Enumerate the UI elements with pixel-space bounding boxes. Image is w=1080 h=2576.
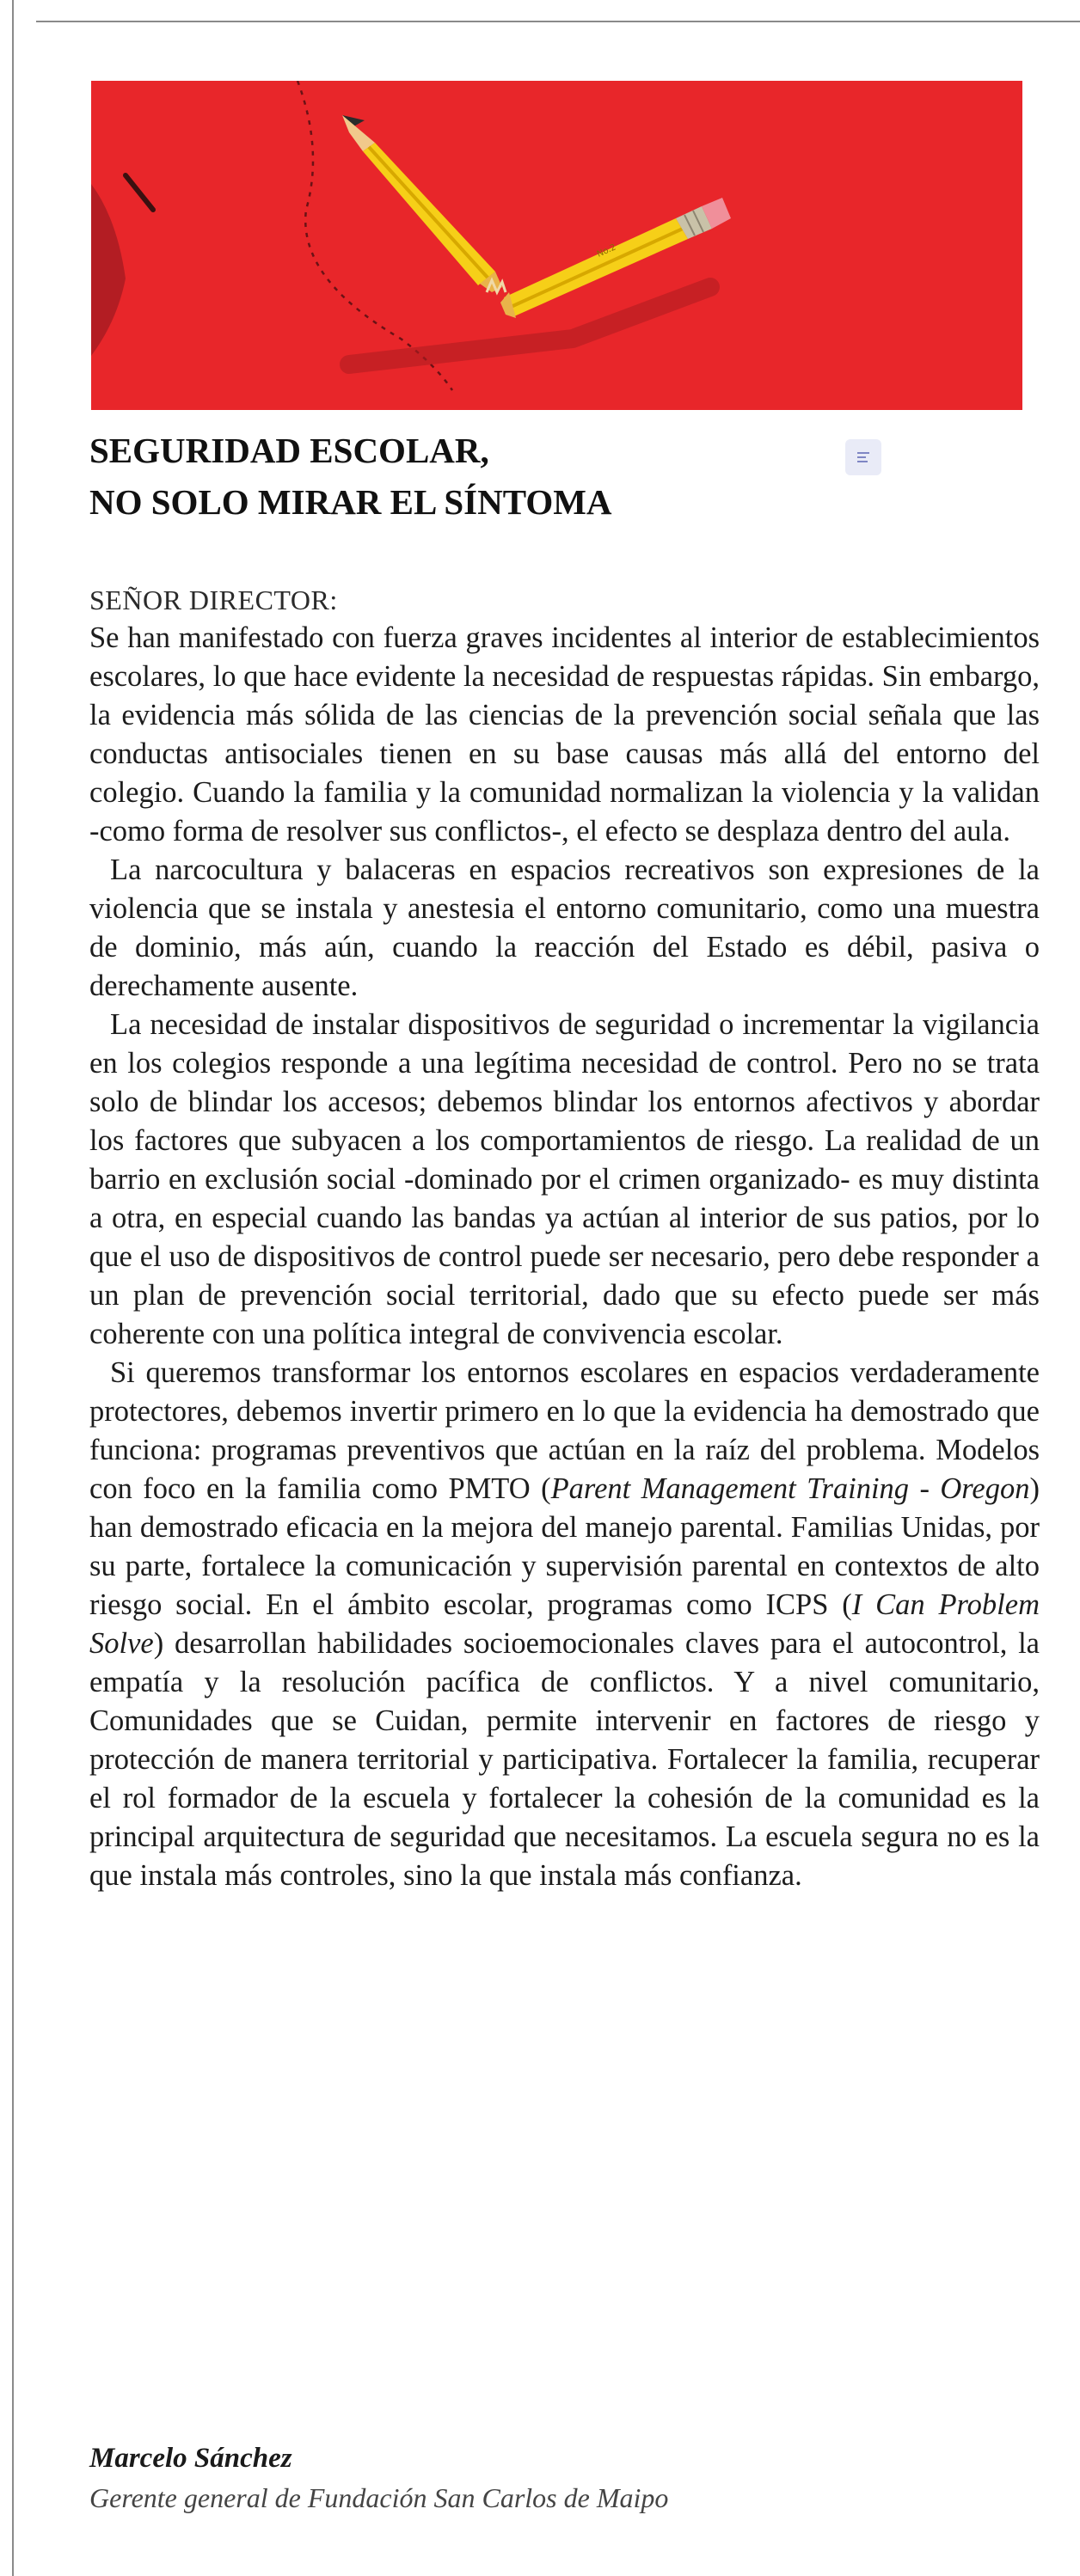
headline-line-2: NO SOLO MIRAR EL SÍNTOMA xyxy=(89,482,612,522)
author-name: Marcelo Sánchez xyxy=(89,2443,292,2474)
headline-line-1: SEGURIDAD ESCOLAR, xyxy=(89,431,489,470)
top-border-rule xyxy=(36,21,1080,22)
pmto-program-name: Parent Management Training - Oregon xyxy=(550,1472,1030,1505)
svg-text:No.2: No.2 xyxy=(595,242,618,260)
icps-program-name: I Can Problem Solve xyxy=(89,1588,1040,1660)
author-role: Gerente general de Fundación San Carlos de Maipo xyxy=(89,2482,669,2513)
paragraph-4-part-c: ) han demostrado eficacia en la mejora del manejo parental. Familias Unidas, por su parte, fortalece la comunicación y supervisión parental en contextos de alto riesgo social. En el ámbito escolar, programas como ICPS ( xyxy=(89,1472,1040,1621)
paragraph-4-part-e: ) desarrollan habilidades socioemocionales claves para el autocontrol, la empatía y la resolución pacífica de conflictos. Y a nivel comunitario, Comunidades que se Cuidan, permite intervenir en factores de riesgo y protección de manera territorial y participativa. Fortalecer la familia, recuperar el rol formador de la escuela y fortalecer la cohesión de la comunidad es la principal arquitectura de seguridad que necesitamos. La escuela segura no es la que instala más controles, sino la que instala más confianza. xyxy=(89,1627,1040,1892)
note-icon[interactable] xyxy=(845,439,881,475)
letter-body xyxy=(89,619,1040,1895)
paragraph-4 xyxy=(89,1354,1040,1895)
header-illustration xyxy=(91,81,1022,410)
broken-pencil-icon xyxy=(91,81,1022,410)
left-border-rule xyxy=(12,0,14,2576)
paragraph-1: Se han manifestado con fuerza graves incidentes al interior de establecimientos escolares, lo que hace evidente la necesidad de respuestas rápidas. Sin embargo, la evidencia más sólida de las ciencias de la prevención social señala que las conductas antisociales tienen en su base causas más allá del entorno del colegio. Cuando la familia y la comunidad normalizan la violencia y la validan -como forma de resolver sus conflictos-, el efecto se desplaza dentro del aula. xyxy=(89,621,1040,847)
salutation: SEÑOR DIRECTOR: xyxy=(89,584,338,615)
paragraph-3: La necesidad de instalar dispositivos de seguridad o incrementar la vigilancia en los colegios responde a una legítima necesidad de control. Pero no se trata solo de blindar los accesos; debemos blindar los entornos afectivos y abordar los factores que subyacen a los comportamientos de riesgo. La realidad de un barrio en exclusión social -dominado por el crimen organizado- es muy distinta a otra, en especial cuando las bandas ya actúan al interior de sus patios, por lo que el uso de dispositivos de control puede ser necesario, pero debe responder a un plan de prevención social territorial, dado que su efecto puede ser más coherente con una política integral de convivencia escolar. xyxy=(89,1008,1040,1350)
paragraph-2: La narcocultura y balaceras en espacios recreativos son expresiones de la violencia que se instala y anestesia el entorno comunitario, como una muestra de dominio, más aún, cuando la reacción del Estado es débil, pasiva o derechamente ausente. xyxy=(89,854,1040,1002)
paragraph-4-part-a: Si queremos transformar los entornos escolares en espacios verdaderamente protectores, debemos invertir primero en lo que la evidencia ha demostrado que funciona: programas preventivos que actúan en la raíz del problema. Modelos con foco en la familia como PMTO ( xyxy=(89,1356,1040,1505)
headline xyxy=(89,425,863,528)
